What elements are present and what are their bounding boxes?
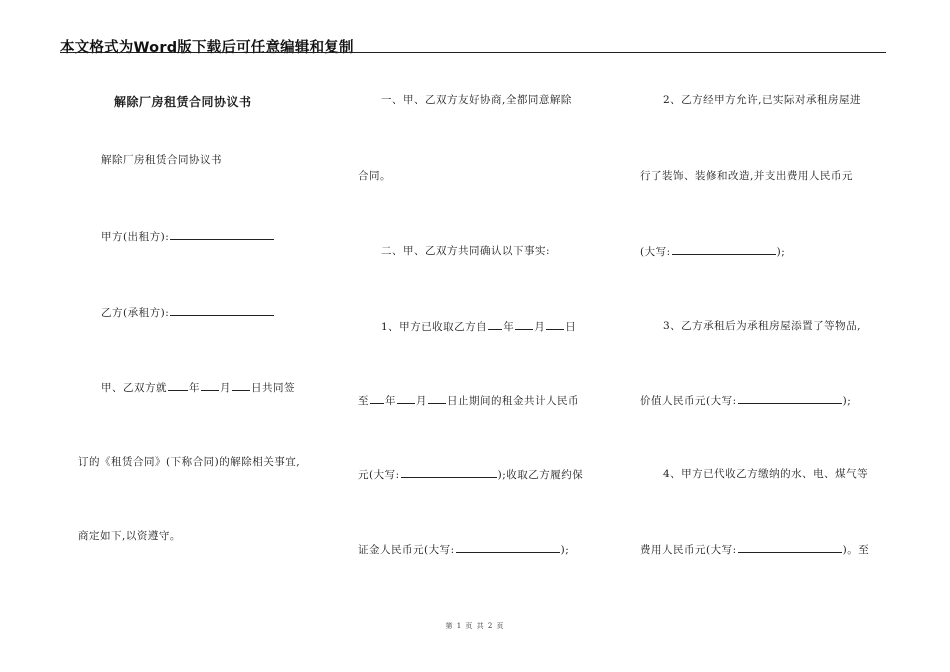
col1-party-a: [101, 229, 275, 244]
c3l7-text-b: )。至: [842, 544, 870, 556]
col1-subtitle: 解除厂房租赁合同协议书: [101, 154, 222, 166]
l5-text-b: 日止期间的租金共计人民币: [447, 395, 579, 407]
col3-l1: 2、乙方经甲方允许,已实际对承租房屋进: [663, 94, 862, 106]
col1-party-b: [101, 305, 275, 320]
l4-blank-month: [515, 319, 533, 330]
l5-blank-month: [397, 393, 415, 404]
l5-text-a: 至: [358, 395, 369, 407]
page-number: 第 1 页 共 2 页: [445, 622, 505, 630]
c3l3-text-a: (大写:: [640, 246, 671, 258]
c3l5-blank: [738, 393, 842, 404]
col3-l3: [640, 244, 785, 259]
header-banner: 本文格式为Word版下载后可任意编辑和复制: [60, 40, 354, 56]
c3l5-text-a: 价值人民币元(大写:: [640, 395, 737, 407]
l4-day: 日: [565, 321, 577, 333]
l7-text-b: );: [560, 544, 570, 556]
c3l7-blank: [738, 542, 842, 553]
col3-l6: 4、甲方已代收乙方缴纳的水、电、煤气等: [663, 468, 869, 480]
l4-blank-year: [488, 319, 502, 330]
c3l3-text-b: );: [776, 246, 786, 258]
col2-l7: [358, 542, 569, 557]
p1-blank-year: [168, 380, 188, 391]
l5-blank-year: [370, 393, 384, 404]
l5-month: 月: [416, 395, 427, 407]
l6-blank: [401, 467, 497, 478]
doc-title: 解除厂房租赁合同协议书: [114, 95, 252, 109]
l6-text-a: 元(大写:: [358, 469, 400, 481]
header-rule: [60, 52, 886, 53]
col2-l6: [358, 467, 583, 482]
col2-l4: [381, 319, 576, 334]
col1-p3: 商定如下,以资遵守。: [78, 530, 181, 542]
p1-blank-month: [201, 380, 219, 391]
p1-month: 月: [220, 382, 231, 394]
col3-l4: 3、乙方承租后为承租房屋添置了等物品,: [663, 320, 862, 332]
party-b-label: 乙方(承租方):: [101, 307, 170, 319]
c3l7-text-a: 费用人民币元(大写:: [640, 544, 737, 556]
col1-p2: 订的《租赁合同》(下称合同)的解除相关事宜,: [78, 456, 301, 468]
col2-l2: 合同。: [358, 170, 391, 182]
p1-year: 年: [189, 382, 200, 394]
col2-l5: [358, 393, 579, 408]
l7-blank: [456, 542, 560, 553]
party-a-blank: [170, 229, 274, 240]
party-b-blank: [170, 305, 274, 316]
col3-l5: [640, 393, 851, 408]
col3-l7: [640, 542, 869, 557]
p1-blank-day: [232, 380, 250, 391]
l5-blank-day: [428, 393, 446, 404]
c3l3-blank: [672, 244, 776, 255]
col2-l1: 一、甲、乙双方友好协商,全都同意解除: [381, 94, 572, 106]
l6-text-b: );收取乙方履约保: [497, 469, 584, 481]
l4-year: 年: [503, 321, 515, 333]
p1-text-b: 日共同签: [251, 382, 295, 394]
l4-text-a: 1、甲方已收取乙方自: [381, 321, 488, 333]
col3-l2: 行了装饰、装修和改造,并支出费用人民币元: [640, 170, 853, 182]
l4-blank-day: [546, 319, 564, 330]
l4-month: 月: [534, 321, 546, 333]
l5-year: 年: [385, 395, 396, 407]
party-a-label: 甲方(出租方):: [101, 231, 170, 243]
col1-p1: [101, 380, 295, 395]
c3l5-text-b: );: [842, 395, 852, 407]
l7-text-a: 证金人民币元(大写:: [358, 544, 455, 556]
col2-l3: 二、甲、乙双方共同确认以下事实:: [381, 245, 551, 257]
p1-text-a: 甲、乙双方就: [101, 382, 167, 394]
